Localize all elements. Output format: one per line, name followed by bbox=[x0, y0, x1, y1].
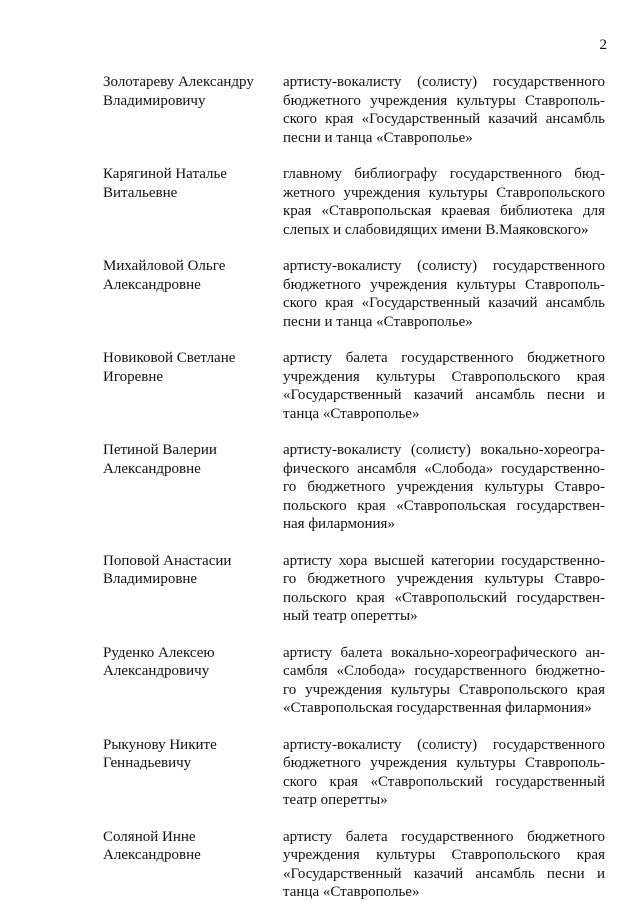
name-line: Михайловой Ольге bbox=[103, 258, 226, 274]
position-description bbox=[283, 828, 605, 902]
person-name bbox=[103, 644, 283, 718]
desc-line: го учреждения культуры Ставропольского края bbox=[283, 681, 605, 698]
desc-line: учреждения культуры Ставропольского края bbox=[283, 368, 605, 385]
desc-line: го бюджетного учреждения культуры Ставро- bbox=[283, 479, 605, 495]
desc-line: го бюджетного учреждения культуры Ставро- bbox=[283, 571, 605, 587]
list-item bbox=[103, 73, 605, 147]
list-item bbox=[103, 644, 605, 718]
list-item bbox=[103, 441, 605, 534]
desc-line: артисту балета вокально-хореографического ан- bbox=[283, 644, 605, 661]
position-description bbox=[283, 165, 605, 239]
name-line: Витальевне bbox=[103, 184, 178, 201]
name-line: Владимировичу bbox=[103, 92, 206, 109]
desc-line: песни и танца «Ставрополье» bbox=[283, 129, 473, 146]
name-line: Игоревне bbox=[103, 368, 164, 385]
desc-line: бюджетного учреждения культуры Ставрополь- bbox=[283, 276, 605, 293]
name-line: Александровне bbox=[103, 847, 201, 863]
name-line: Геннадьевичу bbox=[103, 755, 192, 771]
desc-line: учреждения культуры Ставропольского края bbox=[283, 847, 605, 863]
desc-line: польского края «Ставропольский государствен- bbox=[283, 589, 605, 606]
desc-line: ского края «Государственный казачий ансамбль bbox=[283, 111, 605, 127]
person-name bbox=[103, 73, 283, 147]
desc-line: «Государственный казачий ансамбль песни и bbox=[283, 387, 605, 403]
desc-line: артисту-вокалисту (солисту) государственного bbox=[283, 74, 605, 90]
list-item bbox=[103, 736, 605, 810]
list-item bbox=[103, 257, 605, 331]
name-line: Владимировне bbox=[103, 571, 198, 587]
desc-line: фического ансамбля «Слобода» государственно- bbox=[283, 460, 605, 477]
position-description bbox=[283, 349, 605, 423]
name-line: Золотареву Александру bbox=[103, 74, 254, 90]
desc-line: ная филармония» bbox=[283, 516, 395, 532]
award-list bbox=[103, 73, 605, 920]
desc-line: артисту-вокалисту (солисту) вокально-хореогра- bbox=[283, 442, 605, 458]
desc-line: ный театр оперетты» bbox=[283, 608, 418, 624]
person-name bbox=[103, 257, 283, 331]
position-description bbox=[283, 644, 605, 718]
desc-line: «Государственный казачий ансамбль песни и bbox=[283, 865, 605, 882]
person-name bbox=[103, 828, 283, 902]
name-line: Соляной Инне bbox=[103, 828, 196, 845]
desc-line: бюджетного учреждения культуры Ставрополь- bbox=[283, 92, 605, 109]
desc-line: артисту балета государственного бюджетного bbox=[283, 828, 605, 845]
name-line: Поповой Анастасии bbox=[103, 552, 232, 569]
desc-line: «Ставропольская государственная филармония» bbox=[283, 700, 592, 716]
desc-line: артисту балета государственного бюджетного bbox=[283, 350, 605, 366]
position-description bbox=[283, 736, 605, 810]
name-line: Александровне bbox=[103, 276, 201, 293]
person-name bbox=[103, 349, 283, 423]
name-line: Александровичу bbox=[103, 663, 210, 679]
desc-line: песни и танца «Ставрополье» bbox=[283, 313, 473, 330]
page-number: 2 bbox=[599, 37, 607, 53]
position-description bbox=[283, 257, 605, 331]
list-item bbox=[103, 165, 605, 239]
position-description bbox=[283, 73, 605, 147]
position-description bbox=[283, 441, 605, 534]
person-name bbox=[103, 736, 283, 810]
list-item bbox=[103, 552, 605, 626]
desc-line: края «Ставропольская краевая библиотека для bbox=[283, 203, 605, 219]
desc-line: слепых и слабовидящих имени В.Маяковского» bbox=[283, 221, 589, 238]
person-name bbox=[103, 165, 283, 239]
person-name bbox=[103, 441, 283, 534]
name-line: Александровне bbox=[103, 460, 201, 477]
desc-line: танца «Ставрополье» bbox=[283, 405, 420, 422]
desc-line: ского края «Государственный казачий ансамбль bbox=[283, 295, 605, 311]
desc-line: артисту-вокалисту (солисту) государственного bbox=[283, 258, 605, 274]
desc-line: ского края «Ставропольский государственный bbox=[283, 773, 605, 790]
desc-line: артисту хора высшей категории государственно- bbox=[283, 552, 605, 569]
name-line: Новиковой Светлане bbox=[103, 350, 236, 366]
position-description bbox=[283, 552, 605, 626]
desc-line: театр оперетты» bbox=[283, 792, 388, 808]
list-item bbox=[103, 828, 605, 902]
desc-line: самбля «Слобода» государственного бюджетно- bbox=[283, 663, 605, 679]
desc-line: жетного учреждения культуры Ставропольского bbox=[283, 184, 605, 201]
name-line: Руденко Алексею bbox=[103, 644, 215, 661]
name-line: Петиной Валерии bbox=[103, 442, 217, 458]
name-line: Карягиной Наталье bbox=[103, 166, 227, 182]
desc-line: бюджетного учреждения культуры Ставрополь- bbox=[283, 755, 605, 771]
list-item bbox=[103, 349, 605, 423]
desc-line: главному библиографу государственного бюд- bbox=[283, 166, 605, 182]
desc-line: танца «Ставрополье» bbox=[283, 884, 420, 900]
desc-line: польского края «Ставропольская государствен- bbox=[283, 497, 605, 514]
person-name bbox=[103, 552, 283, 626]
desc-line: артисту-вокалисту (солисту) государственного bbox=[283, 736, 605, 753]
name-line: Рыкунову Никите bbox=[103, 736, 217, 753]
